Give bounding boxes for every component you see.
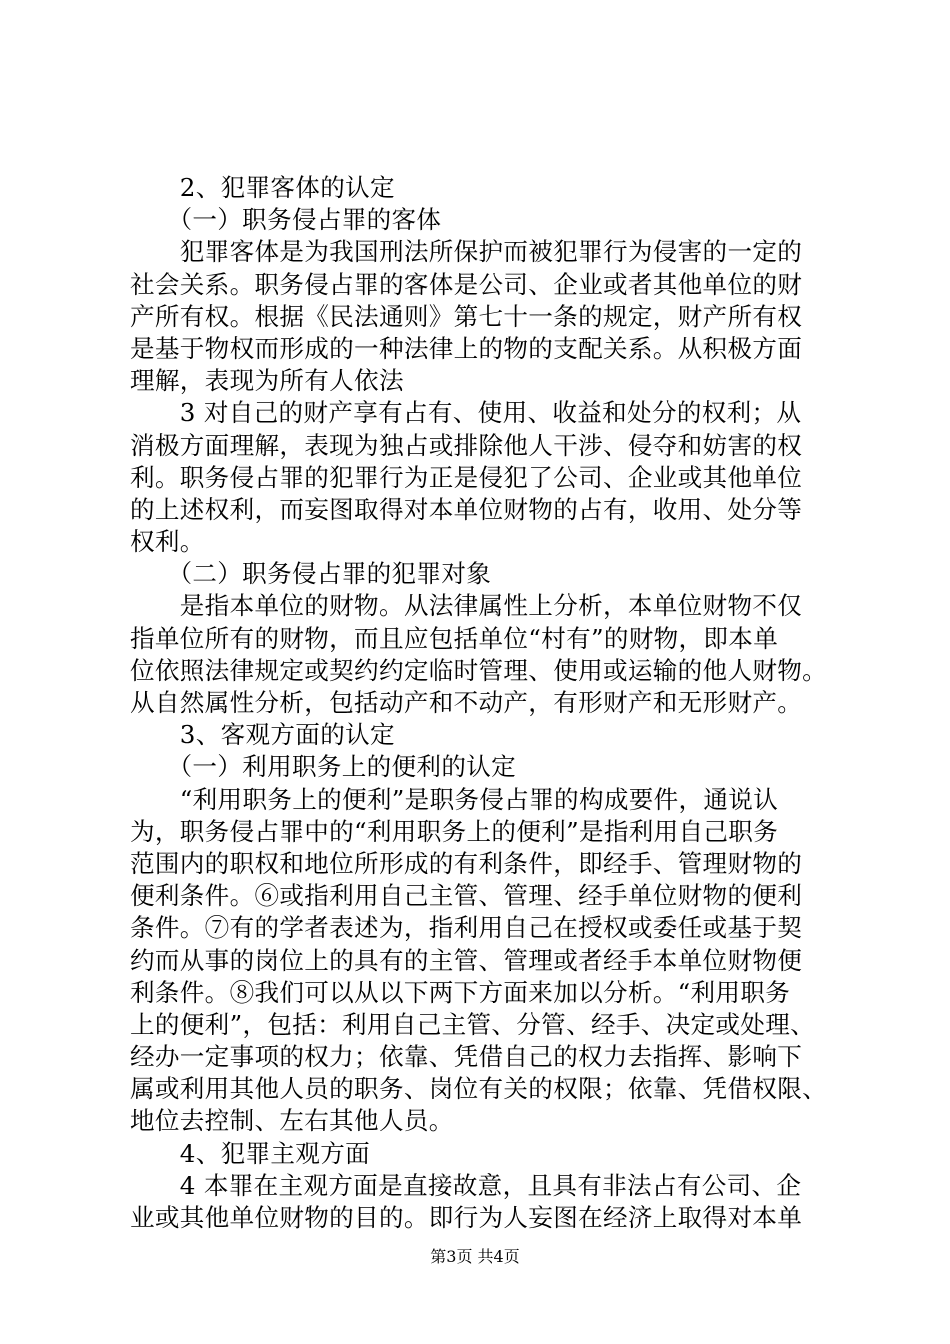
text-line: 3、客观方面的认定 <box>130 720 395 750</box>
page-footer: 第3页 共4页 <box>430 1247 520 1266</box>
text-line: 4、犯罪主观方面 <box>130 1138 370 1168</box>
text-line: 上的便利”，包括：利用自己主管、分管、经手、决定或处理、 <box>130 1009 816 1039</box>
text-line: 业或其他单位财物的目的。即行为人妄图在经济上取得对本单 <box>130 1203 803 1232</box>
text-line: 经办一定事项的权力；依靠、凭借自己的权力去指挥、影响下 <box>130 1042 803 1072</box>
text-line: （二）职务侵占罪的犯罪对象 <box>130 559 492 589</box>
text-line: 便利条件。⑥或指利用自己主管、管理、经手单位财物的便利 <box>130 881 803 911</box>
text-line: 是指本单位的财物。从法律属性上分析，本单位财物不仅 <box>130 591 803 621</box>
text-line: 权利。 <box>130 527 205 557</box>
text-line: 3 对自己的财产享有占有、使用、收益和处分的权利；从 <box>130 398 802 428</box>
text-line: 约而从事的岗位上的具有的主管、管理或者经手本单位财物便 <box>130 945 803 975</box>
text-line: “利用职务上的便利”是职务侵占罪的构成要件，通说认 <box>130 784 779 814</box>
text-line: （一）职务侵占罪的客体 <box>130 205 442 235</box>
text-line: 消极方面理解，表现为独占或排除他人干涉、侵夺和妨害的权 <box>130 430 803 460</box>
body-text <box>130 172 830 1234</box>
text-line: 2、犯罪客体的认定 <box>130 173 395 202</box>
text-line: 的上述权利，而妄图取得对本单位财物的占有，收用、处分等 <box>130 494 803 524</box>
text-line: 是基于物权而形成的一种法律上的物的支配关系。从积极方面 <box>130 333 803 363</box>
text-line: （一）利用职务上的便利的认定 <box>130 752 517 782</box>
text-line: 位依照法律规定或契约约定临时管理、使用或运输的他人财物。 <box>130 655 828 685</box>
text-line: 4 本罪在主观方面是直接故意，且具有非法占有公司、企 <box>130 1170 802 1200</box>
text-line: 社会关系。职务侵占罪的客体是公司、企业或者其他单位的财 <box>130 269 803 299</box>
text-line: 利条件。⑧我们可以从以下两下方面来加以分析。“利用职务 <box>130 977 791 1007</box>
text-line: 指单位所有的财物，而且应包括单位“村有”的财物，即本单 <box>130 623 779 653</box>
text-line: 从自然属性分析，包括动产和不动产，有形财产和无形财产。 <box>130 688 803 717</box>
text-line: 为，职务侵占罪中的“利用职务上的便利”是指利用自己职务 <box>130 816 779 846</box>
text-line: 产所有权。根据《民法通则》第七十一条的规定，财产所有权 <box>130 301 803 331</box>
text-line: 条件。⑦有的学者表述为，指利用自己在授权或委任或基于契 <box>130 913 803 943</box>
text-line: 地位去控制、左右其他人员。 <box>130 1106 454 1136</box>
text-line: 犯罪客体是为我国刑法所保护而被犯罪行为侵害的一定的 <box>130 237 803 267</box>
text-line: 范围内的职权和地位所形成的有利条件，即经手、管理财物的 <box>130 848 803 878</box>
text-line: 属或利用其他人员的职务、岗位有关的权限；依靠、凭借权限、 <box>130 1074 828 1104</box>
text-line: 理解，表现为所有人依法 <box>130 366 404 396</box>
text-line: 利。职务侵占罪的犯罪行为正是侵犯了公司、企业或其他单位 <box>130 462 803 492</box>
